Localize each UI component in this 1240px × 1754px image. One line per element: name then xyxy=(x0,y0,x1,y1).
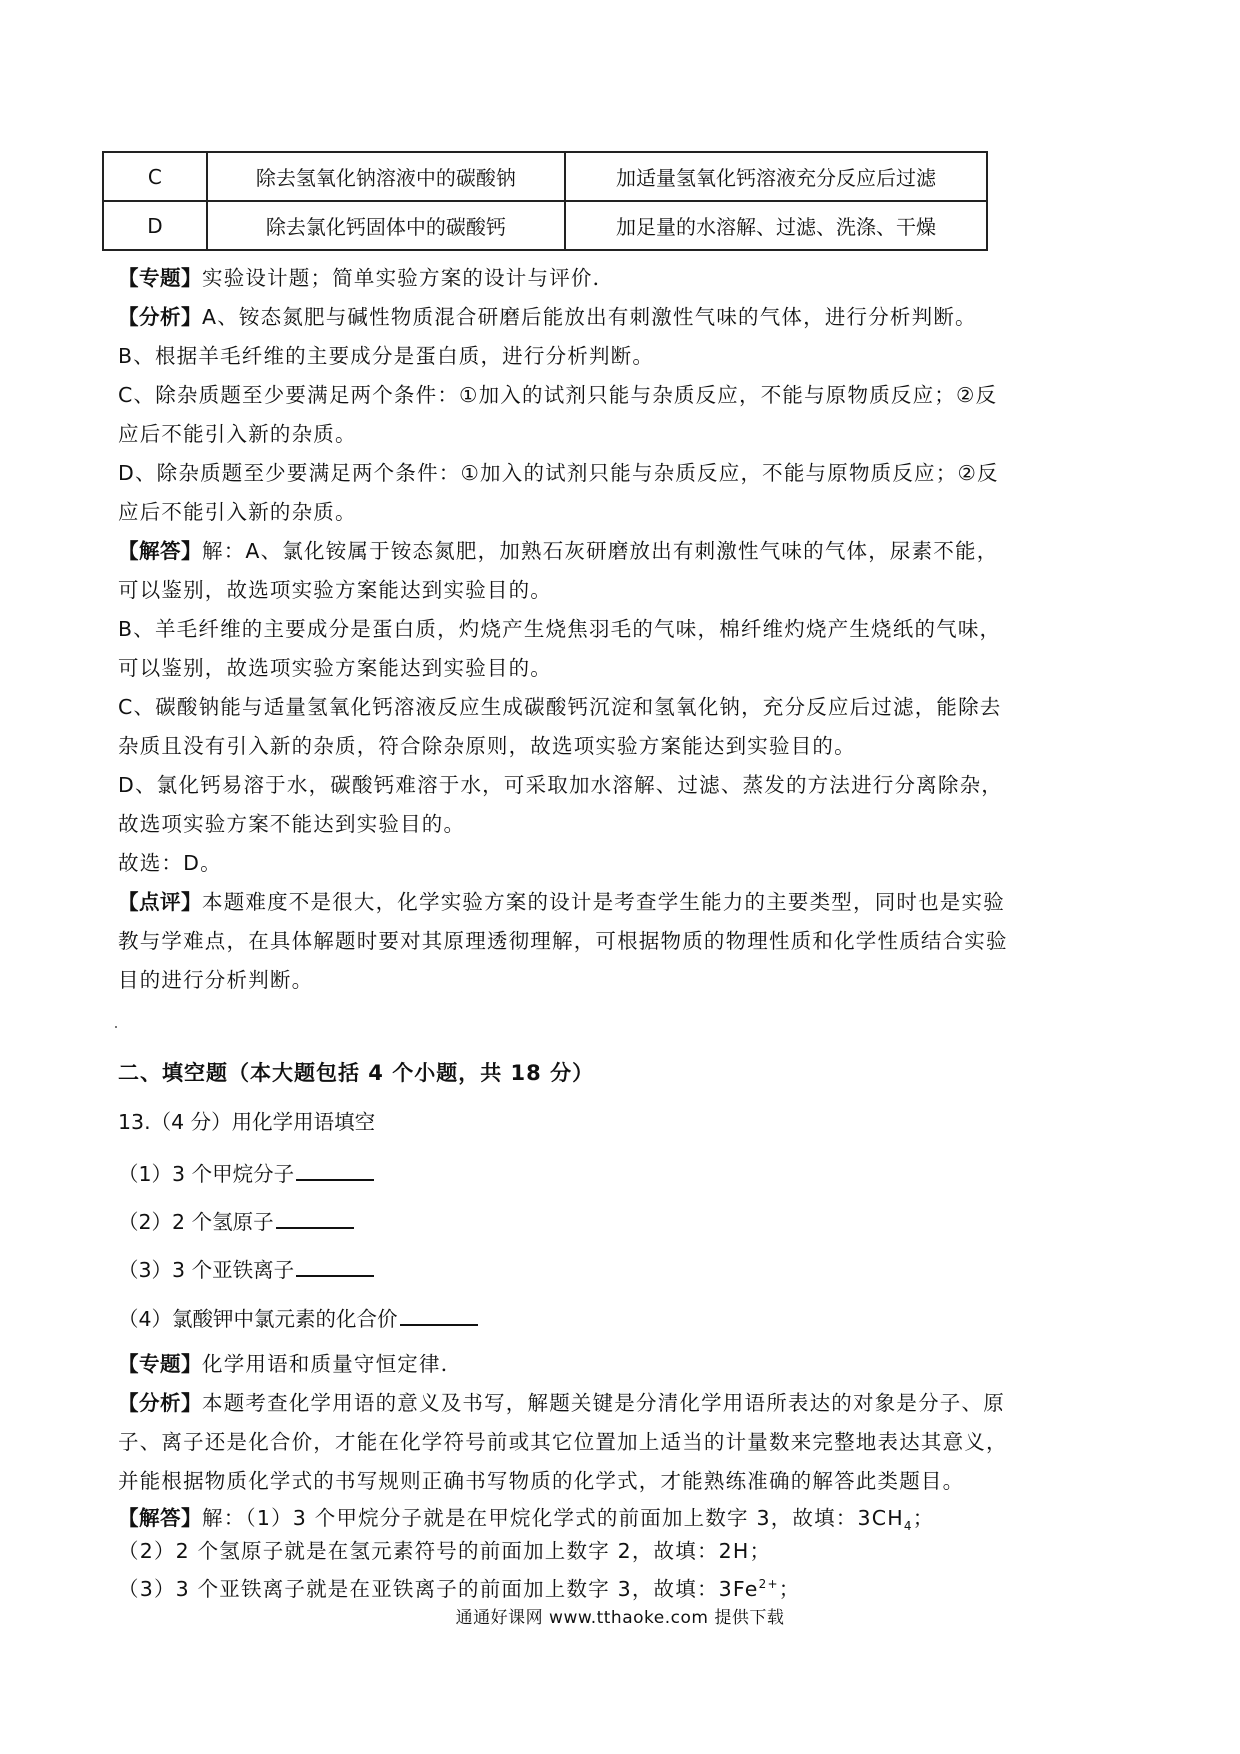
q13-explanation xyxy=(118,1345,1138,1501)
topic-line xyxy=(118,259,1138,298)
formula: 3Fe xyxy=(718,1576,759,1601)
analysis-line: 子、离子还是化合价，才能在化学符号前或其它位置加上适当的计量数来完整地表达其意义， xyxy=(118,1430,1008,1454)
analysis-line: B、根据羊毛纤维的主要成分是蛋白质，进行分析判断。 xyxy=(118,344,655,368)
comment-line: 教与学难点，在具体解题时要对其原理透彻理解，可根据物质的物理性质和化学性质结合实验 xyxy=(118,929,1008,953)
analysis-line: 应后不能引入新的杂质。 xyxy=(118,422,357,446)
answer-tag: 【解答】 xyxy=(118,539,202,563)
comment-tag: 【点评】 xyxy=(118,890,202,914)
analysis-tag: 【分析】 xyxy=(118,1391,202,1415)
answer-line: D、氯化钙易溶于水，碳酸钙难溶于水，可采取加水溶解、过滤、蒸发的方法进行分离除杂， xyxy=(118,773,1003,797)
analysis-text: 本题考查化学用语的意义及书写，解题关键是分清化学用语所表达的对象是分子、原 xyxy=(202,1391,1005,1415)
answer-blank xyxy=(296,1257,374,1277)
answer-line xyxy=(118,1502,1138,1535)
answer-text: （3）3 个亚铁离子就是在亚铁离子的前面加上数字 3，故填： xyxy=(118,1576,719,1601)
options-table xyxy=(102,151,988,251)
analysis-line: 应后不能引入新的杂质。 xyxy=(118,500,357,524)
answer-line: B、羊毛纤维的主要成分是蛋白质，灼烧产生烧焦羽毛的气味，棉纤维灼烧产生烧纸的气味， xyxy=(118,617,1002,641)
q13-item-text: （2）2 个氢原子 xyxy=(118,1210,274,1234)
topic-tag: 【专题】 xyxy=(118,1352,202,1376)
answer-line: 故选项实验方案不能达到实验目的。 xyxy=(118,812,466,836)
option-cell: D xyxy=(103,201,207,250)
q13-item xyxy=(118,1253,374,1283)
answer-line: 可以鉴别，故选项实验方案能达到实验目的。 xyxy=(118,656,552,680)
analysis-line: 并能根据物质化学式的书写规则正确书写物质的化学式，才能熟练准确的解答此类题目。 xyxy=(118,1469,965,1493)
topic-text: 实验设计题；简单实验方案的设计与评价． xyxy=(202,266,615,290)
comment-line xyxy=(118,883,1138,922)
answer-line: 可以鉴别，故选项实验方案能达到实验目的。 xyxy=(118,578,552,602)
answer-text: 解：（1）3 个甲烷分子就是在甲烷化学式的前面加上数字 3，故填： xyxy=(202,1506,858,1530)
q13-item-text: （3）3 个亚铁离子 xyxy=(118,1258,295,1282)
analysis-tag: 【分析】 xyxy=(118,305,202,329)
stray-dot xyxy=(115,1026,117,1028)
analysis-line: C、除杂质题至少要满足两个条件：①加入的试剂只能与杂质反应，不能与原物质反应；②反 xyxy=(118,383,998,407)
formula-subscript: 4 xyxy=(903,1519,913,1534)
q13-item xyxy=(118,1205,354,1235)
topic-tag: 【专题】 xyxy=(118,266,202,290)
answer-end: ； xyxy=(912,1506,935,1530)
answer-line: 故选：D。 xyxy=(118,851,222,875)
answer-line xyxy=(118,1568,1138,1601)
method-cell: 加适量氢氧化钙溶液充分反应后过滤 xyxy=(565,152,987,201)
purpose-cell: 除去氯化钙固体中的碳酸钙 xyxy=(207,201,565,250)
table-row xyxy=(103,201,987,250)
option-cell: C xyxy=(103,152,207,201)
topic-text: 化学用语和质量守恒定律． xyxy=(202,1352,463,1376)
formula: 3CH xyxy=(857,1506,904,1530)
q13-item-text: （1）3 个甲烷分子 xyxy=(118,1162,295,1186)
answer-end: ； xyxy=(778,1576,801,1601)
q13-item-text: （4）氯酸钾中氯元素的化合价 xyxy=(118,1307,398,1331)
analysis-text: A、铵态氮肥与碱性物质混合研磨后能放出有刺激性气味的气体，进行分析判断。 xyxy=(202,305,977,329)
q13-stem: 13.（4 分）用化学用语填空 xyxy=(118,1110,376,1134)
answer-tag: 【解答】 xyxy=(118,1506,202,1530)
answer-text: 解：A、氯化铵属于铵态氮肥，加熟石灰研磨放出有刺激性气味的气体，尿素不能， xyxy=(202,539,999,563)
topic-line xyxy=(118,1345,1138,1384)
answer-blank xyxy=(296,1161,374,1181)
answer-blank xyxy=(400,1306,478,1326)
purpose-cell: 除去氢氧化钠溶液中的碳酸钠 xyxy=(207,152,565,201)
answer-blank xyxy=(276,1209,354,1229)
answer-line: C、碳酸钠能与适量氢氧化钙溶液反应生成碳酸钙沉淀和氢氧化钠，充分反应后过滤，能除去 xyxy=(118,695,1002,719)
section-title: 二、填空题（本大题包括 4 个小题，共 18 分） xyxy=(118,1061,595,1085)
analysis-line xyxy=(118,1384,1138,1423)
comment-text: 本题难度不是很大，化学实验方案的设计是考查学生能力的主要类型，同时也是实验 xyxy=(202,890,1005,914)
q13-item xyxy=(118,1302,478,1332)
formula-superscript: 2+ xyxy=(758,1577,779,1591)
q13-answer xyxy=(118,1502,1138,1601)
method-cell: 加足量的水溶解、过滤、洗涤、干燥 xyxy=(565,201,987,250)
answer-line: （2）2 个氢原子就是在氢元素符号的前面加上数字 2，故填：2H； xyxy=(118,1539,772,1563)
table-row xyxy=(103,152,987,201)
footer: 通通好课网 www.tthaoke.com 提供下载 xyxy=(455,1608,785,1628)
q12-explanation xyxy=(118,259,1138,1000)
q13-item xyxy=(118,1157,374,1187)
analysis-line xyxy=(118,298,1138,337)
answer-line xyxy=(118,532,1138,571)
analysis-line: D、除杂质题至少要满足两个条件：①加入的试剂只能与杂质反应，不能与原物质反应；②反 xyxy=(118,461,999,485)
comment-line: 目的进行分析判断。 xyxy=(118,968,314,992)
answer-line: 杂质且没有引入新的杂质，符合除杂原则，故选项实验方案能达到实验目的。 xyxy=(118,734,856,758)
